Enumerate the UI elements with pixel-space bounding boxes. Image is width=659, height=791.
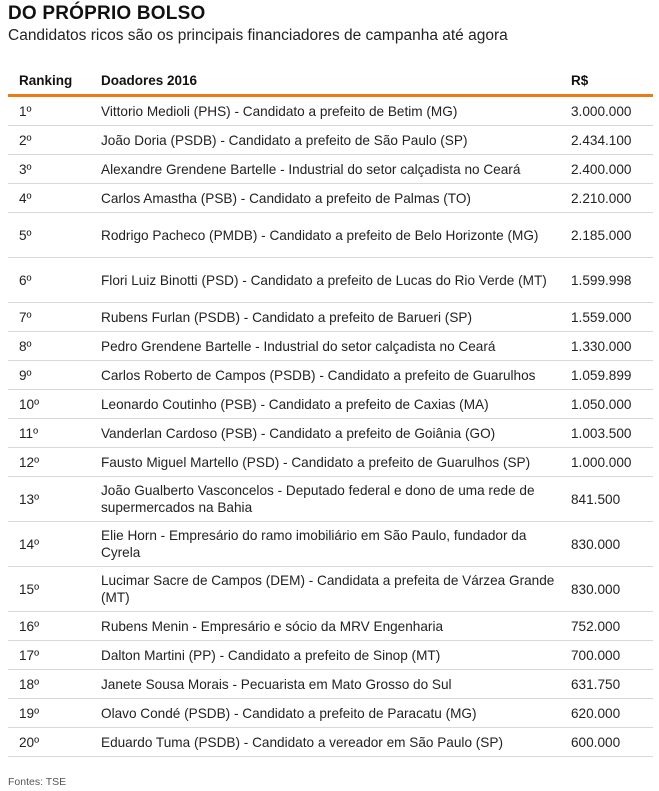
value-cell: 2.400.000: [567, 155, 653, 184]
donor-cell: Flori Luiz Binotti (PSD) - Candidato a prefeito de Lucas do Rio Verde (MT): [91, 258, 567, 303]
donor-cell: Eduardo Tuma (PSDB) - Candidato a vereador em São Paulo (SP): [91, 728, 567, 757]
donor-cell: Elie Horn - Empresário do ramo imobiliário em São Paulo, fundador da Cyrela: [91, 522, 567, 567]
rank-cell: 13º: [8, 477, 91, 522]
table-row: [8, 699, 653, 728]
table-row: [8, 728, 653, 757]
value-cell: 631.750: [567, 670, 653, 699]
rank-cell: 1º: [8, 96, 91, 126]
donor-cell: Dalton Martini (PP) - Candidato a prefeito de Sinop (MT): [91, 641, 567, 670]
table-row: [8, 96, 653, 126]
rank-cell: 2º: [8, 126, 91, 155]
column-header-value: R$: [567, 66, 653, 96]
value-cell: 830.000: [567, 567, 653, 612]
rank-cell: 10º: [8, 390, 91, 419]
table-row: [8, 522, 653, 567]
value-cell: 1.330.000: [567, 332, 653, 361]
donor-cell: Carlos Amastha (PSB) - Candidato a prefeito de Palmas (TO): [91, 184, 567, 213]
rank-cell: 9º: [8, 361, 91, 390]
value-cell: 2.434.100: [567, 126, 653, 155]
value-cell: 752.000: [567, 612, 653, 641]
chart-subtitle: Candidatos ricos são os principais financiadores de campanha até agora: [8, 27, 508, 44]
rank-cell: 16º: [8, 612, 91, 641]
donor-cell: Pedro Grendene Bartelle - Industrial do setor calçadista no Ceará: [91, 332, 567, 361]
donor-cell: João Doria (PSDB) - Candidato a prefeito de São Paulo (SP): [91, 126, 567, 155]
source-note: Fontes: TSE: [8, 776, 67, 788]
chart-title: DO PRÓPRIO BOLSO: [8, 3, 206, 24]
value-cell: 1.003.500: [567, 419, 653, 448]
value-cell: 1.559.000: [567, 303, 653, 332]
donor-cell: Vittorio Medioli (PHS) - Candidato a prefeito de Betim (MG): [91, 96, 567, 126]
donor-cell: Janete Sousa Morais - Pecuarista em Mato Grosso do Sul: [91, 670, 567, 699]
table-row: [8, 213, 653, 258]
table-row: [8, 126, 653, 155]
value-cell: 620.000: [567, 699, 653, 728]
table-row: [8, 567, 653, 612]
donor-cell: Vanderlan Cardoso (PSB) - Candidato a prefeito de Goiânia (GO): [91, 419, 567, 448]
table-row: [8, 477, 653, 522]
table-header-row: [8, 66, 653, 96]
table-row: [8, 670, 653, 699]
rank-cell: 4º: [8, 184, 91, 213]
donor-cell: Rubens Menin - Empresário e sócio da MRV Engenharia: [91, 612, 567, 641]
donor-cell: Leonardo Coutinho (PSB) - Candidato a prefeito de Caxias (MA): [91, 390, 567, 419]
rank-cell: 19º: [8, 699, 91, 728]
rank-cell: 6º: [8, 258, 91, 303]
value-cell: 2.185.000: [567, 213, 653, 258]
donor-cell: Rodrigo Pacheco (PMDB) - Candidato a prefeito de Belo Horizonte (MG): [91, 213, 567, 258]
table-row: [8, 390, 653, 419]
rank-cell: 20º: [8, 728, 91, 757]
value-cell: 1.050.000: [567, 390, 653, 419]
donor-cell: João Gualberto Vasconcelos - Deputado federal e dono de uma rede de supermercados na Bahia: [91, 477, 567, 522]
donors-table: [8, 66, 653, 757]
column-header-donors: Doadores 2016: [91, 66, 567, 96]
value-cell: 3.000.000: [567, 96, 653, 126]
value-cell: 1.599.998: [567, 258, 653, 303]
table-row: [8, 184, 653, 213]
table-row: [8, 419, 653, 448]
rank-cell: 7º: [8, 303, 91, 332]
table-row: [8, 612, 653, 641]
rank-cell: 8º: [8, 332, 91, 361]
rank-cell: 3º: [8, 155, 91, 184]
rank-cell: 15º: [8, 567, 91, 612]
table-row: [8, 448, 653, 477]
table-row: [8, 361, 653, 390]
table-row: [8, 258, 653, 303]
value-cell: 600.000: [567, 728, 653, 757]
rank-cell: 18º: [8, 670, 91, 699]
value-cell: 1.059.899: [567, 361, 653, 390]
donor-cell: Carlos Roberto de Campos (PSDB) - Candidato a prefeito de Guarulhos: [91, 361, 567, 390]
donor-cell: Olavo Condé (PSDB) - Candidato a prefeito de Paracatu (MG): [91, 699, 567, 728]
value-cell: 841.500: [567, 477, 653, 522]
table-row: [8, 641, 653, 670]
value-cell: 2.210.000: [567, 184, 653, 213]
table-row: [8, 332, 653, 361]
rank-cell: 12º: [8, 448, 91, 477]
rank-cell: 14º: [8, 522, 91, 567]
donor-cell: Alexandre Grendene Bartelle - Industrial do setor calçadista no Ceará: [91, 155, 567, 184]
table-row: [8, 303, 653, 332]
table-row: [8, 155, 653, 184]
value-cell: 700.000: [567, 641, 653, 670]
rank-cell: 17º: [8, 641, 91, 670]
donor-cell: Fausto Miguel Martello (PSD) - Candidato a prefeito de Guarulhos (SP): [91, 448, 567, 477]
value-cell: 1.000.000: [567, 448, 653, 477]
donor-cell: Rubens Furlan (PSDB) - Candidato a prefeito de Barueri (SP): [91, 303, 567, 332]
value-cell: 830.000: [567, 522, 653, 567]
column-header-ranking: Ranking: [8, 66, 91, 96]
rank-cell: 5º: [8, 213, 91, 258]
rank-cell: 11º: [8, 419, 91, 448]
table-body: [8, 96, 653, 757]
donor-cell: Lucimar Sacre de Campos (DEM) - Candidata a prefeita de Várzea Grande (MT): [91, 567, 567, 612]
